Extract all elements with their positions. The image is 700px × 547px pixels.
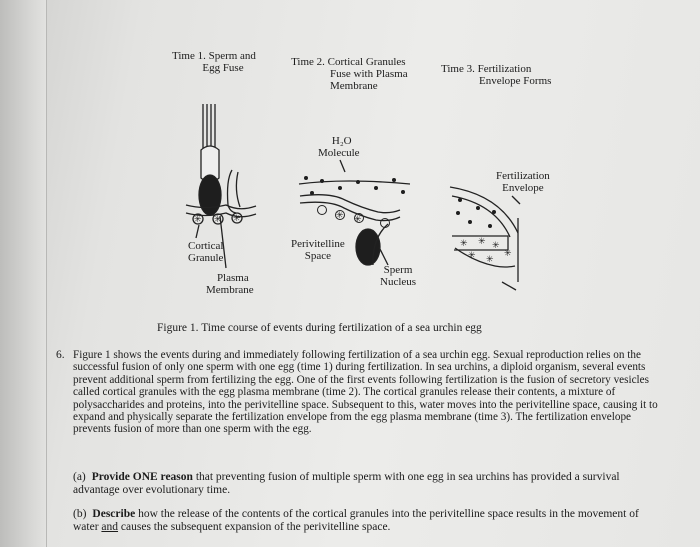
time1-sperm-drawing	[186, 104, 256, 224]
svg-text:✳: ✳	[336, 211, 344, 221]
cortical-granule-label: Cortical Granule	[188, 240, 224, 264]
part-b-label: (b)	[73, 508, 87, 520]
svg-text:✳: ✳	[492, 241, 500, 251]
svg-text:✳: ✳	[233, 214, 241, 224]
time2-heading: Time 2. Cortical Granules Fuse with Plasma Membrane	[291, 56, 408, 92]
h2o-label: H₂O Molecule	[318, 135, 360, 159]
part-b-underlined-word: and	[101, 521, 119, 533]
question-paragraph: Figure 1 shows the events during and immediately following fertilization of a sea urchin egg. Sexual reproduction relies on the successful fusion of only one sperm with one egg (time 1) during fertilization. In sea urchins, a diploid organism, several events prevent additional sperm from fertilizing the egg. One of the first events following fertilization is the fusion of secretory vesicles called cortical granules with the egg plasma membrane (time 2). The cortical granules release their contents, a mixture of polysaccharides and proteins, into the perivitelline space. Subsequent to this, water moves into the perivitelline space, causing it to expand and physically separate the fertilization envelope from the egg plasma membrane (time 3). The fertilization envelope prevents fusion of more than one sperm with the egg.	[73, 349, 658, 436]
part-b	[73, 508, 653, 534]
part-a-label: (a)	[73, 471, 86, 483]
time3-heading: Time 3. Fertilization Envelope Forms	[441, 63, 552, 87]
svg-text:✳: ✳	[468, 251, 476, 261]
fertilization-envelope-label: Fertilization Envelope	[496, 170, 550, 194]
plasma-membrane-label: Plasma Membrane	[206, 272, 254, 296]
sperm-nucleus-label: Sperm Nucleus	[380, 264, 417, 288]
question-number: 6.	[56, 349, 65, 361]
part-b-instruction: Describe	[92, 508, 136, 520]
svg-text:✳: ✳	[504, 249, 512, 259]
svg-text:✳: ✳	[486, 255, 494, 265]
part-a-text: that preventing fusion of multiple sperm with one egg in sea urchins has provided a survival advantage over evolutionary time.	[73, 471, 620, 496]
part-a-instruction: Provide ONE reason	[91, 471, 193, 483]
svg-text:✳: ✳	[354, 215, 362, 225]
part-b-text-1: how the release of the contents of the cortical granules into the perivitelline space results in the movement of water	[73, 508, 639, 533]
part-a	[73, 471, 653, 497]
perivitelline-space-label: Perivitelline Space	[291, 238, 345, 262]
time1-heading: Time 1. Sperm and Egg Fuse	[172, 50, 256, 74]
figure-caption: Figure 1. Time course of events during fertilization of a sea urchin egg	[157, 322, 482, 334]
svg-text:✳: ✳	[214, 215, 222, 225]
part-b-text-2: causes the subsequent expansion of the perivitelline space.	[118, 521, 391, 533]
svg-text:✳: ✳	[460, 239, 468, 249]
svg-text:✳: ✳	[478, 237, 486, 247]
svg-text:✳: ✳	[194, 215, 202, 225]
